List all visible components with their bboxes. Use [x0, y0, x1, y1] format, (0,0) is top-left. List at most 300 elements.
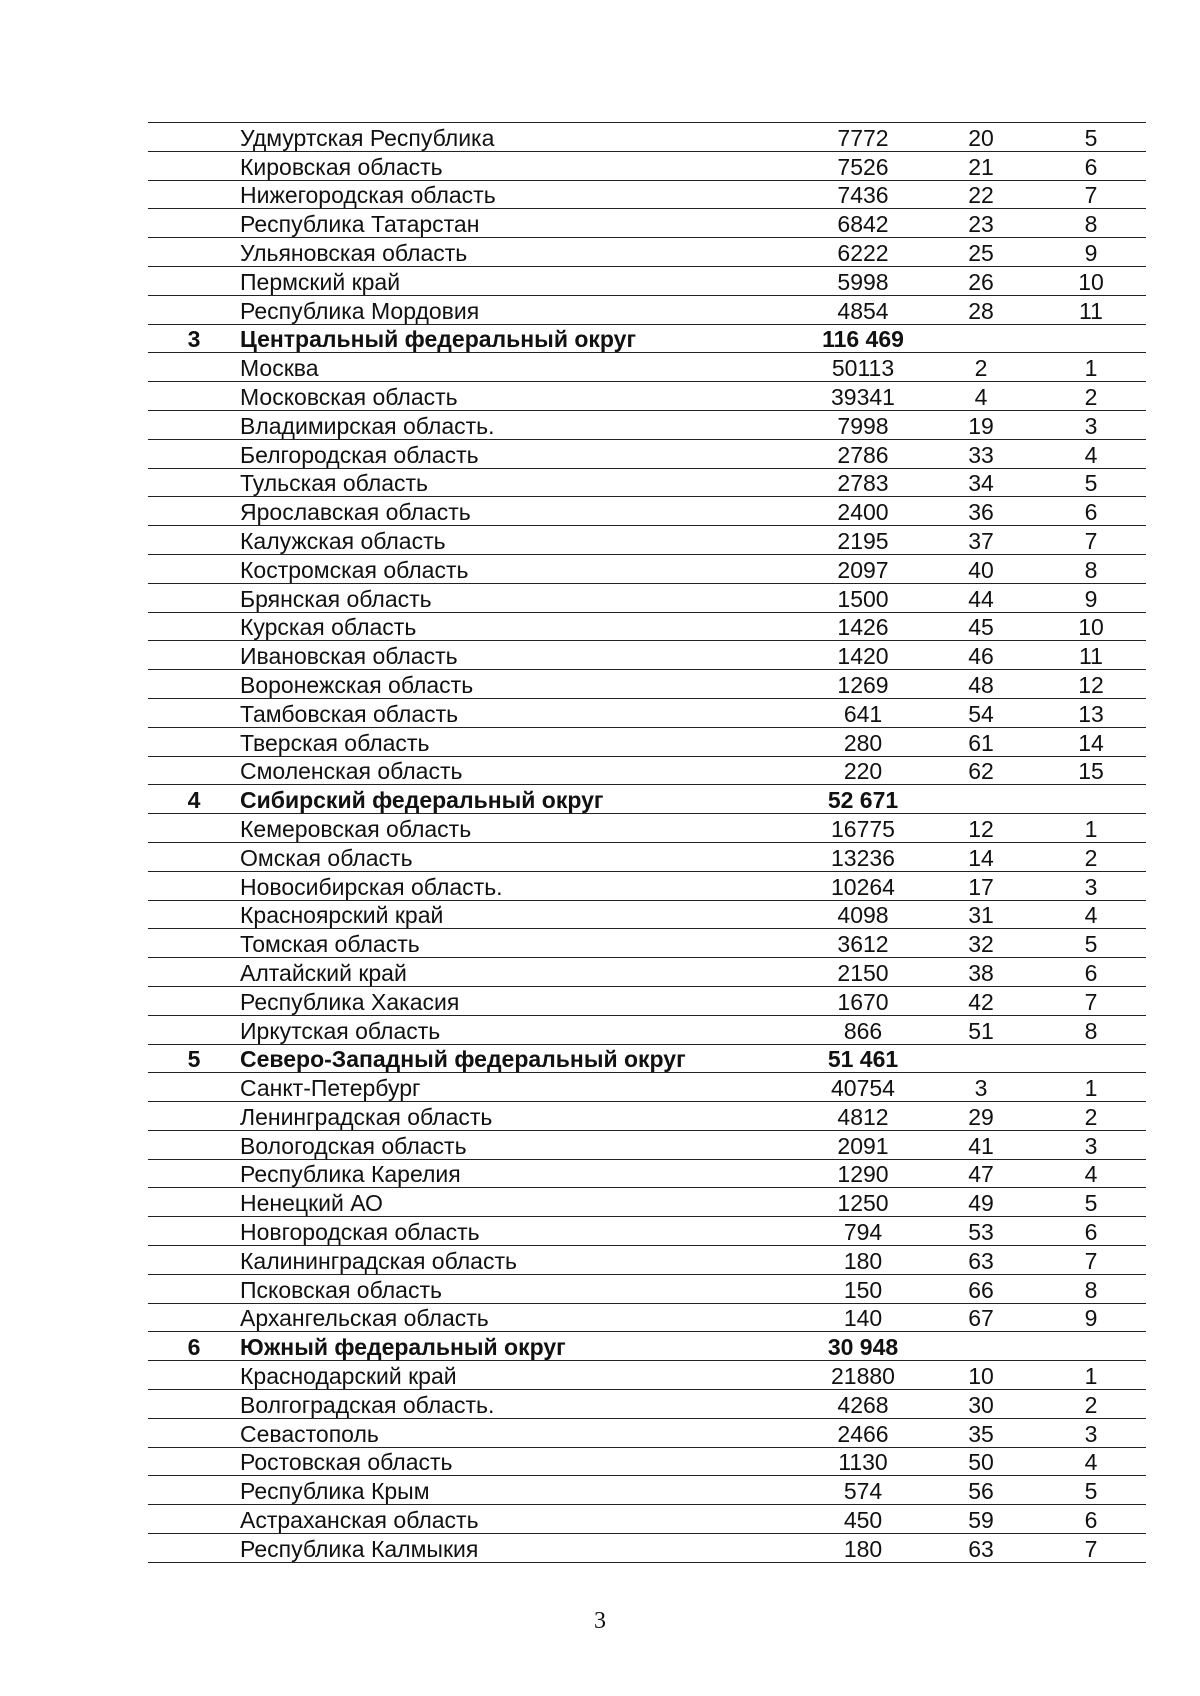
value-cell: 40754	[800, 1073, 926, 1102]
district-position-cell: 5	[1036, 929, 1146, 958]
overall-rank-cell: 46	[926, 641, 1036, 670]
district-position-cell: 9	[1036, 583, 1146, 612]
table-row	[148, 1361, 1146, 1390]
district-number-cell	[148, 1073, 240, 1102]
district-position-cell: 3	[1036, 1418, 1146, 1447]
district-position-cell: 13	[1036, 698, 1146, 727]
overall-rank-cell: 25	[926, 238, 1036, 267]
district-number-cell	[148, 382, 240, 411]
district-position-cell: 10	[1036, 612, 1146, 641]
value-cell: 220	[800, 756, 926, 785]
value-cell: 150	[800, 1274, 926, 1303]
region-name-cell: Кировская область	[240, 151, 800, 180]
district-number-cell	[148, 1217, 240, 1246]
region-name-cell: Белгородская область	[240, 439, 800, 468]
table-row	[148, 526, 1146, 555]
table-row	[148, 382, 1146, 411]
region-name-cell: Смоленская область	[240, 756, 800, 785]
value-cell: 3612	[800, 929, 926, 958]
value-cell: 7526	[800, 151, 926, 180]
value-cell: 6842	[800, 209, 926, 238]
value-cell: 7436	[800, 180, 926, 209]
region-name-cell: Республика Хакасия	[240, 986, 800, 1015]
district-position-cell: 4	[1036, 439, 1146, 468]
region-name-cell: Республика Калмыкия	[240, 1534, 800, 1563]
regions-table-body	[148, 123, 1146, 1563]
table-row	[148, 698, 1146, 727]
overall-rank-cell: 59	[926, 1505, 1036, 1534]
region-name-cell: Пермский край	[240, 266, 800, 295]
overall-rank-cell: 30	[926, 1390, 1036, 1419]
region-name-cell: Удмуртская Республика	[240, 123, 800, 152]
district-position-cell: 5	[1036, 1476, 1146, 1505]
overall-rank-cell: 14	[926, 842, 1036, 871]
value-cell: 4098	[800, 900, 926, 929]
region-name-cell: Калининградская область	[240, 1246, 800, 1275]
district-number-cell: 3	[148, 324, 240, 353]
district-position-cell: 4	[1036, 1447, 1146, 1476]
district-position-cell: 7	[1036, 1534, 1146, 1563]
region-name-cell: Ленинградская область	[240, 1102, 800, 1131]
value-cell: 50113	[800, 353, 926, 382]
table-row	[148, 842, 1146, 871]
district-position-cell: 7	[1036, 180, 1146, 209]
overall-rank-cell: 31	[926, 900, 1036, 929]
region-name-cell: Ярославская область	[240, 497, 800, 526]
overall-rank-cell: 42	[926, 986, 1036, 1015]
value-cell: 180	[800, 1534, 926, 1563]
district-position-cell: 3	[1036, 871, 1146, 900]
value-cell: 574	[800, 1476, 926, 1505]
table-row	[148, 1246, 1146, 1275]
table-row	[148, 238, 1146, 267]
district-position-cell: 2	[1036, 382, 1146, 411]
region-name-cell: Костромская область	[240, 554, 800, 583]
overall-rank-cell: 19	[926, 410, 1036, 439]
overall-rank-cell: 54	[926, 698, 1036, 727]
value-cell: 30 948	[800, 1332, 926, 1361]
table-row	[148, 1476, 1146, 1505]
district-position-cell: 5	[1036, 123, 1146, 152]
district-number-cell	[148, 842, 240, 871]
region-name-cell: Брянская область	[240, 583, 800, 612]
district-number-cell	[148, 1447, 240, 1476]
value-cell: 52 671	[800, 785, 926, 814]
overall-rank-cell: 61	[926, 727, 1036, 756]
value-cell: 4854	[800, 295, 926, 324]
value-cell: 2786	[800, 439, 926, 468]
district-position-cell: 3	[1036, 1130, 1146, 1159]
district-number-cell	[148, 497, 240, 526]
district-number-cell	[148, 1534, 240, 1563]
overall-rank-cell	[926, 324, 1036, 353]
region-name-cell: Московская область	[240, 382, 800, 411]
district-header-row	[148, 324, 1146, 353]
district-number-cell	[148, 410, 240, 439]
value-cell: 7772	[800, 123, 926, 152]
value-cell: 794	[800, 1217, 926, 1246]
value-cell: 10264	[800, 871, 926, 900]
district-number-cell	[148, 1102, 240, 1131]
district-number-cell	[148, 1303, 240, 1332]
table-row	[148, 1418, 1146, 1447]
value-cell: 116 469	[800, 324, 926, 353]
value-cell: 2195	[800, 526, 926, 555]
district-position-cell	[1036, 785, 1146, 814]
overall-rank-cell: 22	[926, 180, 1036, 209]
district-position-cell: 9	[1036, 238, 1146, 267]
value-cell: 280	[800, 727, 926, 756]
value-cell: 13236	[800, 842, 926, 871]
overall-rank-cell: 23	[926, 209, 1036, 238]
district-position-cell: 1	[1036, 353, 1146, 382]
overall-rank-cell	[926, 1044, 1036, 1073]
overall-rank-cell: 29	[926, 1102, 1036, 1131]
district-number-cell	[148, 1015, 240, 1044]
region-name-cell: Республика Карелия	[240, 1159, 800, 1188]
table-row	[148, 871, 1146, 900]
district-position-cell: 9	[1036, 1303, 1146, 1332]
district-number-cell	[148, 1476, 240, 1505]
district-position-cell: 11	[1036, 295, 1146, 324]
table-row	[148, 1534, 1146, 1563]
district-position-cell: 2	[1036, 1102, 1146, 1131]
district-position-cell: 8	[1036, 1274, 1146, 1303]
overall-rank-cell: 40	[926, 554, 1036, 583]
overall-rank-cell: 53	[926, 1217, 1036, 1246]
region-name-cell: Республика Татарстан	[240, 209, 800, 238]
district-number-cell	[148, 698, 240, 727]
value-cell: 1420	[800, 641, 926, 670]
overall-rank-cell: 48	[926, 670, 1036, 699]
value-cell: 7998	[800, 410, 926, 439]
district-number-cell	[148, 670, 240, 699]
district-number-cell	[148, 727, 240, 756]
district-position-cell	[1036, 1044, 1146, 1073]
district-number-cell	[148, 1361, 240, 1390]
overall-rank-cell: 63	[926, 1246, 1036, 1275]
table-row	[148, 468, 1146, 497]
district-position-cell: 4	[1036, 1159, 1146, 1188]
table-row	[148, 554, 1146, 583]
district-number-cell: 5	[148, 1044, 240, 1073]
table-row	[148, 123, 1146, 152]
district-position-cell: 6	[1036, 1217, 1146, 1246]
table-row	[148, 958, 1146, 987]
district-number-cell: 6	[148, 1332, 240, 1361]
district-position-cell	[1036, 1332, 1146, 1361]
district-number-cell	[148, 295, 240, 324]
district-position-cell: 7	[1036, 986, 1146, 1015]
region-name-cell: Москва	[240, 353, 800, 382]
district-position-cell: 1	[1036, 814, 1146, 843]
region-name-cell: Севастополь	[240, 1418, 800, 1447]
regions-table	[148, 122, 1146, 1563]
overall-rank-cell: 34	[926, 468, 1036, 497]
table-row	[148, 1217, 1146, 1246]
table-row	[148, 900, 1146, 929]
value-cell: 4812	[800, 1102, 926, 1131]
table-row	[148, 209, 1146, 238]
district-position-cell: 14	[1036, 727, 1146, 756]
table-row	[148, 1447, 1146, 1476]
value-cell: 1290	[800, 1159, 926, 1188]
overall-rank-cell: 26	[926, 266, 1036, 295]
table-row	[148, 1015, 1146, 1044]
table-row	[148, 612, 1146, 641]
district-position-cell	[1036, 324, 1146, 353]
region-name-cell: Кемеровская область	[240, 814, 800, 843]
value-cell: 2091	[800, 1130, 926, 1159]
table-row	[148, 151, 1146, 180]
district-position-cell: 6	[1036, 497, 1146, 526]
district-position-cell: 12	[1036, 670, 1146, 699]
district-position-cell: 10	[1036, 266, 1146, 295]
table-row	[148, 727, 1146, 756]
table-row	[148, 295, 1146, 324]
district-number-cell	[148, 266, 240, 295]
region-name-cell: Алтайский край	[240, 958, 800, 987]
value-cell: 2783	[800, 468, 926, 497]
table-row	[148, 410, 1146, 439]
region-name-cell: Волгоградская область.	[240, 1390, 800, 1419]
overall-rank-cell: 37	[926, 526, 1036, 555]
district-number-cell	[148, 986, 240, 1015]
table-row	[148, 1390, 1146, 1419]
region-name-cell: Южный федеральный округ	[240, 1332, 800, 1361]
value-cell: 1269	[800, 670, 926, 699]
district-number-cell	[148, 439, 240, 468]
table-row	[148, 670, 1146, 699]
value-cell: 1130	[800, 1447, 926, 1476]
district-header-row	[148, 1332, 1146, 1361]
value-cell: 2466	[800, 1418, 926, 1447]
region-name-cell: Тульская область	[240, 468, 800, 497]
district-position-cell: 7	[1036, 1246, 1146, 1275]
district-position-cell: 5	[1036, 468, 1146, 497]
value-cell: 180	[800, 1246, 926, 1275]
district-number-cell	[148, 180, 240, 209]
table-row	[148, 814, 1146, 843]
district-number-cell	[148, 1246, 240, 1275]
overall-rank-cell: 56	[926, 1476, 1036, 1505]
region-name-cell: Краснодарский край	[240, 1361, 800, 1390]
value-cell: 641	[800, 698, 926, 727]
district-number-cell: 4	[148, 785, 240, 814]
district-number-cell	[148, 871, 240, 900]
district-position-cell: 6	[1036, 1505, 1146, 1534]
district-number-cell	[148, 1130, 240, 1159]
overall-rank-cell: 12	[926, 814, 1036, 843]
table-row	[148, 180, 1146, 209]
table-row	[148, 986, 1146, 1015]
district-number-cell	[148, 929, 240, 958]
table-row	[148, 1102, 1146, 1131]
region-name-cell: Санкт-Петербург	[240, 1073, 800, 1102]
district-number-cell	[148, 554, 240, 583]
overall-rank-cell: 63	[926, 1534, 1036, 1563]
overall-rank-cell: 17	[926, 871, 1036, 900]
region-name-cell: Омская область	[240, 842, 800, 871]
district-number-cell	[148, 612, 240, 641]
value-cell: 1426	[800, 612, 926, 641]
district-position-cell: 11	[1036, 641, 1146, 670]
table-row	[148, 641, 1146, 670]
region-name-cell: Томская область	[240, 929, 800, 958]
overall-rank-cell: 44	[926, 583, 1036, 612]
table-row	[148, 1188, 1146, 1217]
region-name-cell: Псковская область	[240, 1274, 800, 1303]
district-number-cell	[148, 641, 240, 670]
table-row	[148, 756, 1146, 785]
value-cell: 5998	[800, 266, 926, 295]
value-cell: 6222	[800, 238, 926, 267]
region-name-cell: Вологодская область	[240, 1130, 800, 1159]
table-row	[148, 583, 1146, 612]
value-cell: 866	[800, 1015, 926, 1044]
region-name-cell: Архангельская область	[240, 1303, 800, 1332]
overall-rank-cell: 51	[926, 1015, 1036, 1044]
overall-rank-cell: 50	[926, 1447, 1036, 1476]
region-name-cell: Астраханская область	[240, 1505, 800, 1534]
region-name-cell: Ростовская область	[240, 1447, 800, 1476]
district-header-row	[148, 785, 1146, 814]
overall-rank-cell: 28	[926, 295, 1036, 324]
district-number-cell	[148, 1390, 240, 1419]
overall-rank-cell	[926, 1332, 1036, 1361]
overall-rank-cell	[926, 785, 1036, 814]
overall-rank-cell: 62	[926, 756, 1036, 785]
overall-rank-cell: 2	[926, 353, 1036, 382]
value-cell: 16775	[800, 814, 926, 843]
district-header-row	[148, 1044, 1146, 1073]
overall-rank-cell: 67	[926, 1303, 1036, 1332]
overall-rank-cell: 3	[926, 1073, 1036, 1102]
value-cell: 1500	[800, 583, 926, 612]
district-number-cell	[148, 1418, 240, 1447]
value-cell: 1250	[800, 1188, 926, 1217]
district-number-cell	[148, 814, 240, 843]
region-name-cell: Новгородская область	[240, 1217, 800, 1246]
overall-rank-cell: 21	[926, 151, 1036, 180]
region-name-cell: Ивановская область	[240, 641, 800, 670]
value-cell: 140	[800, 1303, 926, 1332]
overall-rank-cell: 32	[926, 929, 1036, 958]
region-name-cell: Ульяновская область	[240, 238, 800, 267]
district-position-cell: 1	[1036, 1073, 1146, 1102]
page-number: 3	[594, 1608, 606, 1634]
district-position-cell: 5	[1036, 1188, 1146, 1217]
district-position-cell: 8	[1036, 554, 1146, 583]
district-position-cell: 6	[1036, 151, 1146, 180]
district-position-cell: 2	[1036, 842, 1146, 871]
district-number-cell	[148, 353, 240, 382]
region-name-cell: Ненецкий АО	[240, 1188, 800, 1217]
value-cell: 21880	[800, 1361, 926, 1390]
district-number-cell	[148, 238, 240, 267]
table-row	[148, 497, 1146, 526]
district-number-cell	[148, 756, 240, 785]
region-name-cell: Воронежская область	[240, 670, 800, 699]
overall-rank-cell: 41	[926, 1130, 1036, 1159]
region-name-cell: Центральный федеральный округ	[240, 324, 800, 353]
table-row	[148, 1159, 1146, 1188]
region-name-cell: Иркутская область	[240, 1015, 800, 1044]
district-number-cell	[148, 151, 240, 180]
value-cell: 2097	[800, 554, 926, 583]
region-name-cell: Калужская область	[240, 526, 800, 555]
district-number-cell	[148, 1505, 240, 1534]
table-row	[148, 1274, 1146, 1303]
value-cell: 2150	[800, 958, 926, 987]
district-position-cell: 4	[1036, 900, 1146, 929]
region-name-cell: Новосибирская область.	[240, 871, 800, 900]
district-position-cell: 8	[1036, 209, 1146, 238]
overall-rank-cell: 38	[926, 958, 1036, 987]
region-name-cell: Республика Крым	[240, 1476, 800, 1505]
district-number-cell	[148, 123, 240, 152]
district-number-cell	[148, 1159, 240, 1188]
overall-rank-cell: 4	[926, 382, 1036, 411]
table-row	[148, 266, 1146, 295]
region-name-cell: Республика Мордовия	[240, 295, 800, 324]
district-number-cell	[148, 468, 240, 497]
table-row	[148, 1303, 1146, 1332]
overall-rank-cell: 36	[926, 497, 1036, 526]
region-name-cell: Нижегородская область	[240, 180, 800, 209]
district-number-cell	[148, 1274, 240, 1303]
table-row	[148, 439, 1146, 468]
value-cell: 39341	[800, 382, 926, 411]
district-position-cell: 8	[1036, 1015, 1146, 1044]
value-cell: 2400	[800, 497, 926, 526]
region-name-cell: Тамбовская область	[240, 698, 800, 727]
overall-rank-cell: 35	[926, 1418, 1036, 1447]
value-cell: 51 461	[800, 1044, 926, 1073]
overall-rank-cell: 66	[926, 1274, 1036, 1303]
table-row	[148, 1505, 1146, 1534]
region-name-cell: Сибирский федеральный округ	[240, 785, 800, 814]
table-row	[148, 353, 1146, 382]
region-name-cell: Тверская область	[240, 727, 800, 756]
overall-rank-cell: 45	[926, 612, 1036, 641]
region-name-cell: Красноярский край	[240, 900, 800, 929]
district-number-cell	[148, 1188, 240, 1217]
value-cell: 4268	[800, 1390, 926, 1419]
district-position-cell: 2	[1036, 1390, 1146, 1419]
district-position-cell: 15	[1036, 756, 1146, 785]
district-position-cell: 1	[1036, 1361, 1146, 1390]
table-row	[148, 1130, 1146, 1159]
region-name-cell: Курская область	[240, 612, 800, 641]
district-position-cell: 6	[1036, 958, 1146, 987]
district-number-cell	[148, 958, 240, 987]
overall-rank-cell: 33	[926, 439, 1036, 468]
region-name-cell: Владимирская область.	[240, 410, 800, 439]
value-cell: 450	[800, 1505, 926, 1534]
value-cell: 1670	[800, 986, 926, 1015]
region-name-cell: Северо-Западный федеральный округ	[240, 1044, 800, 1073]
table-row	[148, 1073, 1146, 1102]
district-number-cell	[148, 583, 240, 612]
district-position-cell: 3	[1036, 410, 1146, 439]
overall-rank-cell: 47	[926, 1159, 1036, 1188]
table-row	[148, 929, 1146, 958]
overall-rank-cell: 20	[926, 123, 1036, 152]
overall-rank-cell: 49	[926, 1188, 1036, 1217]
district-number-cell	[148, 900, 240, 929]
overall-rank-cell: 10	[926, 1361, 1036, 1390]
